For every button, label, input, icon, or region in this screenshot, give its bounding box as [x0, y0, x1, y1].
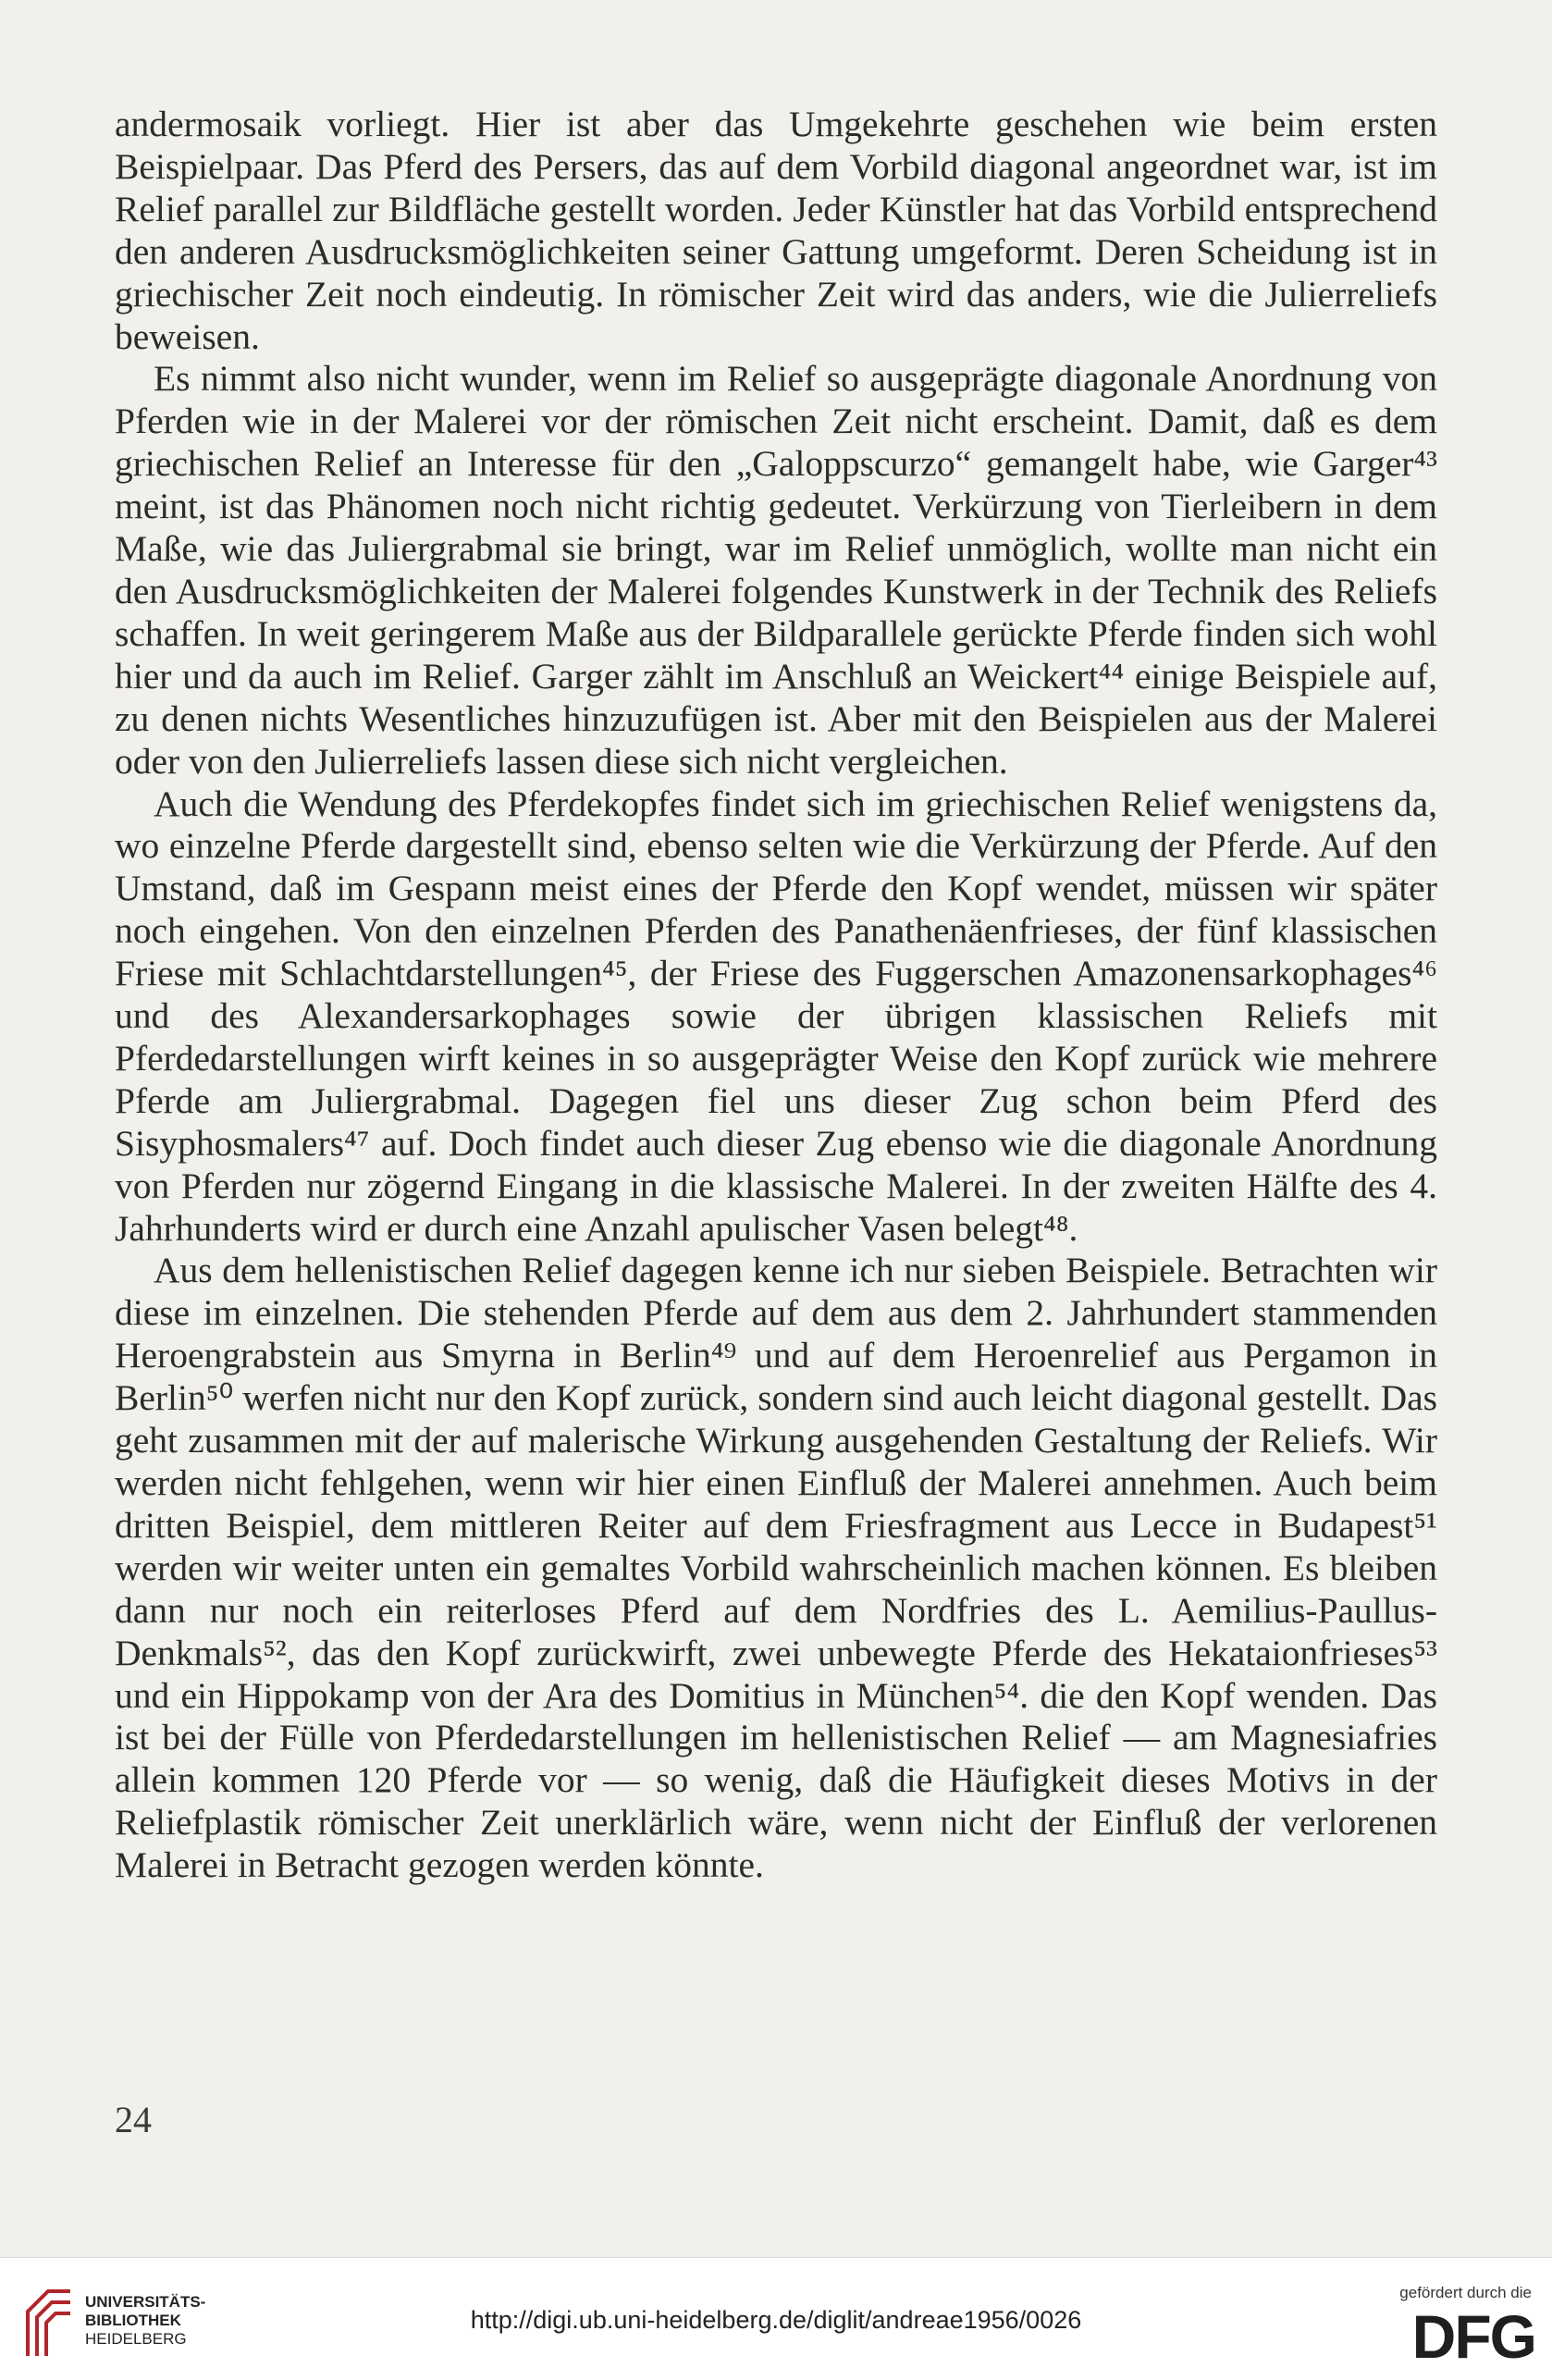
paragraph: Auch die Wendung des Pferdekopfes findet sich im griechischen Relief wenigstens da, wo einzelne Pferde dargestellt sind, ebenso selten wie die Verkürzung der Pferde. Auf den Umstand, daß im Gespann meist eines der Pferde den Kopf wendet, müssen wir später noch eingehen. Von den einzelnen Pferden des Panathenäenfrieses, der fünf klassischen Friese mit Schlachtdarstellungen⁴⁵, der Friese des Fuggerschen Amazonensarkophages⁴⁶ und des Alexandersarkophages sowie der übrigen klassischen Reliefs mit Pferdedarstellungen wirft keines in so ausgeprägter Weise den Kopf zurück wie mehrere Pferde am Juliergrabmal. Dagegen fiel uns dieser Zug schon beim Pferd des Sisyphosmalers⁴⁷ auf. Doch findet auch dieser Zug ebenso wie die diagonale Anordnung von Pferden nur zögernd Eingang in die klassische Malerei. In der zweiten Hälfte des 4. Jahrhunderts wird er durch eine Anzahl apulischer Vasen belegt⁴⁸.: [115, 783, 1437, 1249]
paragraph: Es nimmt also nicht wunder, wenn im Relief so ausgeprägte diagonale Anordnung von Pferden wie in der Malerei vor der römischen Zeit nicht erscheint. Damit, daß es dem griechischen Relief an Interesse für den „Galoppscurzo“ gemangelt habe, wie Garger⁴³ meint, ist das Phänomen noch nicht richtig gedeutet. Verkürzung von Tierleibern in dem Maße, wie das Juliergrabmal sie bringt, war im Relief unmöglich, wollte man nicht ein den Ausdrucksmöglichkeiten der Malerei folgendes Kunstwerk in der Technik des Reliefs schaffen. In weit geringerem Maße aus der Bildparallele gerückte Pferde finden sich wohl hier und da auch im Relief. Garger zählt im Anschluß an Weickert⁴⁴ einige Beispiele auf, zu denen nichts Wesentliches hinzuzufügen ist. Aber mit den Beispielen aus der Malerei oder von den Julierreliefs lassen diese sich nicht vergleichen.: [115, 358, 1437, 782]
digitization-footer: [0, 2257, 1552, 2380]
funding-label: gefördert durch die: [1399, 2284, 1532, 2301]
library-name-line: HEIDELBERG: [85, 2330, 187, 2348]
paragraph: andermosaik vorliegt. Hier ist aber das Umgekehrte geschehen wie beim ersten Beispielpaar. Das Pferd des Persers, das auf dem Vorbild diagonal angeordnet war, ist im Relief parallel zur Bildfläche gestellt worden. Jeder Künstler hat das Vorbild entsprechend den anderen Ausdrucksmöglichkeiten seiner Gattung umgeformt. Deren Scheidung ist in griechischer Zeit noch eindeutig. In römischer Zeit wird das anders, wie die Julierreliefs beweisen.: [115, 104, 1437, 357]
body-text: [115, 104, 1437, 1887]
library-name-line: BIBLIOTHEK: [85, 2312, 181, 2329]
page-number: 24: [115, 2099, 152, 2140]
paragraph: Aus dem hellenistischen Relief dagegen kenne ich nur sieben Beispiele. Betrachten wir diese im einzelnen. Die stehenden Pferde auf dem aus dem 2. Jahrhundert stammenden Heroengrabstein aus Smyrna in Berlin⁴⁹ und auf dem Heroenrelief aus Pergamon in Berlin⁵⁰ werfen nicht nur den Kopf zurück, sondern sind auch leicht diagonal gestellt. Das geht zusammen mit der auf malerische Wirkung ausgehenden Gestaltung der Reliefs. Wir werden nicht fehlgehen, wenn wir hier einen Einfluß der Malerei annehmen. Auch beim dritten Beispiel, dem mittleren Reiter auf dem Friesfragment aus Lecce in Budapest⁵¹ werden wir weiter unten ein gemaltes Vorbild wahrscheinlich machen können. Es bleiben dann nur noch ein reiterloses Pferd auf dem Nordfries des L. Aemilius-Paullus-Denkmals⁵², das den Kopf zurückwirft, zwei unbewegte Pferde des Hekataionfrieses⁵³ und ein Hippokamp von der Ara des Domitius in München⁵⁴. die den Kopf wenden. Das ist bei der Fülle von Pferdedarstellungen im hellenistischen Relief — am Magnesiafries allein kommen 120 Pferde vor — so wenig, daß die Häufigkeit dieses Motivs in der Reliefplastik römischer Zeit unerklärlich wäre, wenn nicht der Einfluß der verlorenen Malerei in Betracht gezogen werden könnte.: [115, 1250, 1437, 1886]
permalink-url[interactable]: http://digi.ub.uni-heidelberg.de/diglit/andreae1956/0026: [470, 2306, 1082, 2334]
library-name-line: UNIVERSITÄTS-: [85, 2293, 206, 2311]
dfg-logo: DFG: [1411, 2302, 1535, 2371]
